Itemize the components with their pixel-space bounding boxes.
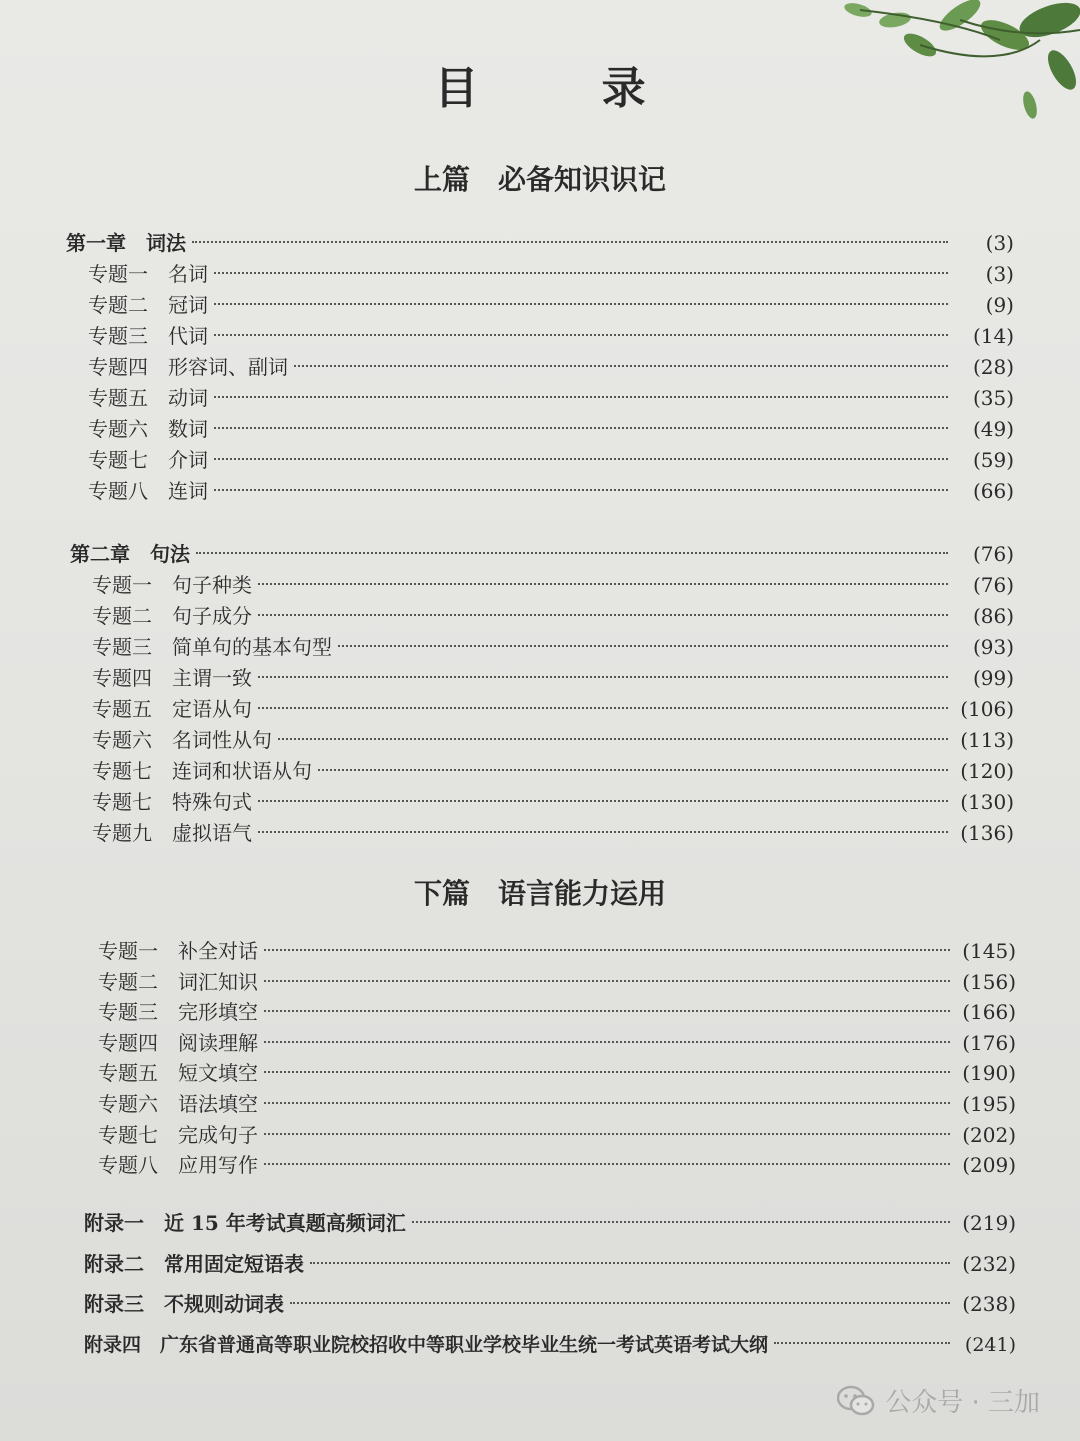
page-number: (9) <box>985 293 1014 317</box>
toc-item-label: 专题一 补全对话 <box>98 939 258 963</box>
toc-item[interactable] <box>92 787 1014 817</box>
toc-item-label: 专题五 短文填空 <box>98 1061 258 1085</box>
page-number: (49) <box>972 417 1014 441</box>
toc-item-label: 专题二 词汇知识 <box>98 970 258 994</box>
page-number: (232) <box>962 1252 1016 1276</box>
page-number: (238) <box>962 1292 1016 1316</box>
leader-dots <box>264 980 950 982</box>
page-number: (59) <box>972 448 1014 472</box>
toc-item[interactable] <box>92 601 1014 631</box>
page-number: (93) <box>972 635 1014 659</box>
toc-item-label: 专题四 主谓一致 <box>92 666 252 690</box>
toc-item-label: 专题八 应用写作 <box>98 1153 258 1177</box>
appendix-label: 附录三 不规则动词表 <box>84 1292 284 1316</box>
page-number: (209) <box>962 1153 1016 1177</box>
leader-dots <box>258 614 948 616</box>
toc-item[interactable] <box>98 1089 1016 1119</box>
page-number: (113) <box>960 728 1014 752</box>
watermark <box>837 1382 1040 1419</box>
leader-dots <box>214 334 948 336</box>
page-number: (35) <box>972 386 1014 410</box>
appendix-row[interactable] <box>84 1208 1016 1238</box>
leader-dots <box>192 241 948 243</box>
toc-item-label: 专题五 动词 <box>88 386 208 410</box>
toc-item-label: 专题四 阅读理解 <box>98 1031 258 1055</box>
toc-item[interactable] <box>88 476 1014 506</box>
toc-item[interactable] <box>88 414 1014 444</box>
chapter-row[interactable] <box>70 539 1014 569</box>
toc-item[interactable] <box>88 352 1014 382</box>
leader-dots <box>264 949 950 951</box>
toc-item-label: 专题一 句子种类 <box>92 573 252 597</box>
toc-item-label: 专题六 语法填空 <box>98 1092 258 1116</box>
toc-item[interactable] <box>98 997 1016 1027</box>
chapter-label: 第一章 词法 <box>66 231 186 255</box>
toc-item[interactable] <box>88 321 1014 351</box>
toc-item[interactable] <box>92 818 1014 848</box>
page-number: (136) <box>960 821 1014 845</box>
toc-item[interactable] <box>98 1058 1016 1088</box>
page-number: (106) <box>960 697 1014 721</box>
page-number: (99) <box>972 666 1014 690</box>
toc-item[interactable] <box>92 570 1014 600</box>
toc-item[interactable] <box>92 632 1014 662</box>
part1-title: 上篇 必备知识识记 <box>413 163 666 196</box>
leader-dots <box>264 1071 950 1073</box>
chapter-label: 第二章 句法 <box>70 542 190 566</box>
leader-dots <box>774 1342 950 1344</box>
appendix-label: 附录一 近 15 年考试真题高频词汇 <box>84 1211 406 1235</box>
toc-item[interactable] <box>98 1150 1016 1180</box>
appendix-row[interactable] <box>84 1330 1016 1360</box>
leader-dots <box>258 676 948 678</box>
toc-item-label: 专题三 完形填空 <box>98 1000 258 1024</box>
leader-dots <box>214 489 948 491</box>
page-number: (28) <box>972 355 1014 379</box>
toc-item-label: 专题六 数词 <box>88 417 208 441</box>
appendix-row[interactable] <box>84 1289 1016 1319</box>
leader-dots <box>264 1102 950 1104</box>
toc-item[interactable] <box>98 936 1016 966</box>
toc-item[interactable] <box>92 694 1014 724</box>
toc-item-label: 专题二 句子成分 <box>92 604 252 628</box>
toc-item-label: 专题四 形容词、副词 <box>88 355 288 379</box>
toc-item-label: 专题七 连词和状语从句 <box>92 759 312 783</box>
wechat-icon <box>837 1385 875 1417</box>
leader-dots <box>338 645 948 647</box>
page-number: (66) <box>972 479 1014 503</box>
toc-item[interactable] <box>98 1028 1016 1058</box>
leader-dots <box>278 738 948 740</box>
toc-item[interactable] <box>88 259 1014 289</box>
page-number: (120) <box>960 759 1014 783</box>
watermark-text: 公众号 · 三加 <box>885 1388 1040 1418</box>
toc-item-label: 专题七 特殊句式 <box>92 790 252 814</box>
leader-dots <box>258 583 948 585</box>
toc-item-label: 专题八 连词 <box>88 479 208 503</box>
toc-item[interactable] <box>88 383 1014 413</box>
toc-item[interactable] <box>92 725 1014 755</box>
page-number: (190) <box>962 1061 1016 1085</box>
page-number: (76) <box>972 573 1014 597</box>
toc-item-label: 专题一 名词 <box>88 262 208 286</box>
page-number: (145) <box>962 939 1016 963</box>
page-number: (3) <box>985 231 1014 255</box>
leader-dots <box>290 1302 950 1304</box>
appendix-label: 附录二 常用固定短语表 <box>84 1252 304 1276</box>
leader-dots <box>264 1041 950 1043</box>
toc-item-label: 专题五 定语从句 <box>92 697 252 721</box>
page-number: (195) <box>962 1092 1016 1116</box>
leader-dots <box>412 1221 950 1223</box>
toc-item-label: 专题二 冠词 <box>88 293 208 317</box>
page-title: 目 录 <box>434 63 700 114</box>
toc-item[interactable] <box>98 967 1016 997</box>
leader-dots <box>264 1010 950 1012</box>
leader-dots <box>214 427 948 429</box>
toc-item[interactable] <box>92 756 1014 786</box>
page-number: (76) <box>972 542 1014 566</box>
page-number: (86) <box>972 604 1014 628</box>
leader-dots <box>258 707 948 709</box>
leader-dots <box>294 365 948 367</box>
page-number: (166) <box>962 1000 1016 1024</box>
toc-item[interactable] <box>98 1120 1016 1150</box>
toc-item[interactable] <box>88 290 1014 320</box>
leader-dots <box>318 769 948 771</box>
leader-dots <box>214 458 948 460</box>
toc-item[interactable] <box>92 663 1014 693</box>
page-number: (241) <box>964 1334 1016 1356</box>
leader-dots <box>214 303 948 305</box>
page-number: (130) <box>960 790 1014 814</box>
leader-dots <box>264 1133 950 1135</box>
appendix-row[interactable] <box>84 1249 1016 1279</box>
page-number: (202) <box>962 1123 1016 1147</box>
toc-item-label: 专题三 代词 <box>88 324 208 348</box>
leader-dots <box>258 800 948 802</box>
leader-dots <box>310 1262 950 1264</box>
toc-item[interactable] <box>88 445 1014 475</box>
leader-dots <box>258 831 948 833</box>
chapter-row[interactable] <box>66 228 1014 258</box>
toc-item-label: 专题三 简单句的基本句型 <box>92 635 332 659</box>
part2-title: 下篇 语言能力运用 <box>413 877 666 910</box>
page-number: (3) <box>985 262 1014 286</box>
appendix-label: 附录四 广东省普通高等职业院校招收中等职业学校毕业生统一考试英语考试大纲 <box>84 1334 769 1356</box>
toc-item-label: 专题七 完成句子 <box>98 1123 258 1147</box>
toc-item-label: 专题六 名词性从句 <box>92 728 272 752</box>
toc-item-label: 专题七 介词 <box>88 448 208 472</box>
page-number: (156) <box>962 970 1016 994</box>
leader-dots <box>196 552 948 554</box>
toc-item-label: 专题九 虚拟语气 <box>92 821 252 845</box>
page-number: (219) <box>962 1211 1016 1235</box>
page-number: (14) <box>972 324 1014 348</box>
leader-dots <box>264 1163 950 1165</box>
leader-dots <box>214 272 948 274</box>
page-number: (176) <box>962 1031 1016 1055</box>
leader-dots <box>214 396 948 398</box>
